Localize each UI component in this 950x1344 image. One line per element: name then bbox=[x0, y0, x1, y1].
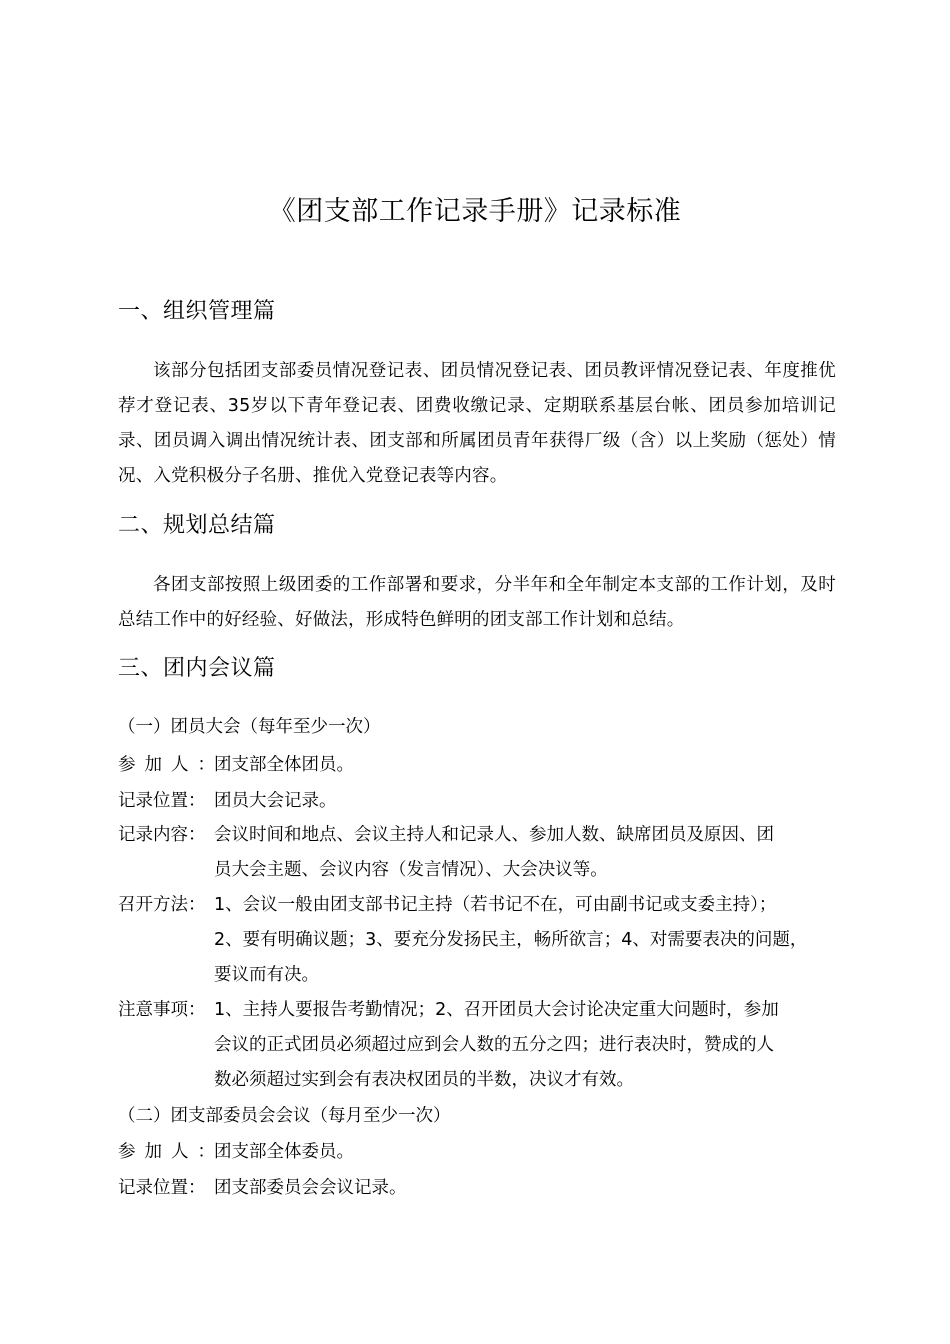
subsection-title-member-assembly: （一）团员大会（每年至少一次） bbox=[118, 717, 381, 737]
item-value bbox=[214, 748, 836, 783]
section-paragraph-organization: 该部分包括团支部委员情况登记表、团员情况登记表、团员教评情况登记表、年度推优荐才登记表、35岁以下青年登记表、团费收缴记录、定期联系基层台帐、团员参加培训记录、团员调入调出情况统计表、团支部和所属团员青年获得厂级（含）以上奖励（惩处）情况、入党积极分子名册、推优入党登记表等内容。 bbox=[118, 361, 836, 486]
item-value bbox=[214, 1135, 836, 1170]
item-line: 2、要有明确议题；3、要充分发扬民主，畅所欲言；4、对需要表决的问题， bbox=[214, 930, 808, 950]
item-label: 参加人： bbox=[118, 755, 224, 775]
item-line: 数必须超过实到会有表决权团员的半数，决议才有效。 bbox=[214, 1070, 634, 1090]
item-value bbox=[214, 784, 836, 819]
item-line: 会议的正式团员必须超过应到会人数的五分之四；进行表决时，赞成的人 bbox=[214, 1035, 774, 1055]
item-value bbox=[214, 993, 836, 1098]
item-value bbox=[214, 818, 836, 888]
item-value bbox=[214, 888, 836, 993]
item-label: 参加人： bbox=[118, 1142, 224, 1162]
item-record-location bbox=[118, 1171, 836, 1206]
item-line: 团员大会记录。 bbox=[214, 791, 337, 811]
document-title: 《团支部工作记录手册》记录标准 bbox=[268, 196, 682, 227]
item-value bbox=[214, 1171, 836, 1206]
item-line: 员大会主题、会议内容（发言情况）、大会决议等。 bbox=[214, 860, 608, 880]
item-label: 记录内容： bbox=[118, 825, 206, 845]
subsection-title-committee-meeting: （二）团支部委员会会议（每月至少一次） bbox=[118, 1106, 451, 1126]
item-label: 记录位置： bbox=[118, 1178, 206, 1198]
item-record-content bbox=[118, 818, 836, 888]
section-heading-organization: 一、组织管理篇 bbox=[118, 299, 276, 324]
item-line: 1、会议一般由团支部书记主持（若书记不在，可由副书记或支委主持）； bbox=[214, 895, 777, 915]
section-paragraph-planning: 各团支部按照上级团委的工作部署和要求，分半年和全年制定本支部的工作计划，及时总结工作中的好经验、好做法，形成特色鲜明的团支部工作计划和总结。 bbox=[118, 575, 836, 630]
item-line: 团支部全体团员。 bbox=[214, 755, 354, 775]
item-record-location bbox=[118, 784, 836, 819]
item-participants bbox=[118, 1135, 836, 1170]
item-line: 团支部全体委员。 bbox=[214, 1142, 354, 1162]
item-line: 团支部委员会会议记录。 bbox=[214, 1178, 407, 1198]
item-line: 要议而有决。 bbox=[214, 965, 319, 985]
section-heading-planning: 二、规划总结篇 bbox=[118, 513, 276, 538]
item-participants bbox=[118, 748, 836, 783]
section-heading-meetings: 三、团内会议篇 bbox=[118, 656, 276, 681]
item-meeting-method bbox=[118, 888, 836, 993]
item-line: 1、主持人要报告考勤情况；2、召开团员大会讨论决定重大问题时，参加 bbox=[214, 1000, 779, 1020]
item-label: 注意事项： bbox=[118, 1000, 206, 1020]
item-label: 记录位置： bbox=[118, 791, 206, 811]
item-line: 会议时间和地点、会议主持人和记录人、参加人数、缺席团员及原因、团 bbox=[214, 825, 774, 845]
item-notes bbox=[118, 993, 836, 1098]
item-label: 召开方法： bbox=[118, 895, 206, 915]
